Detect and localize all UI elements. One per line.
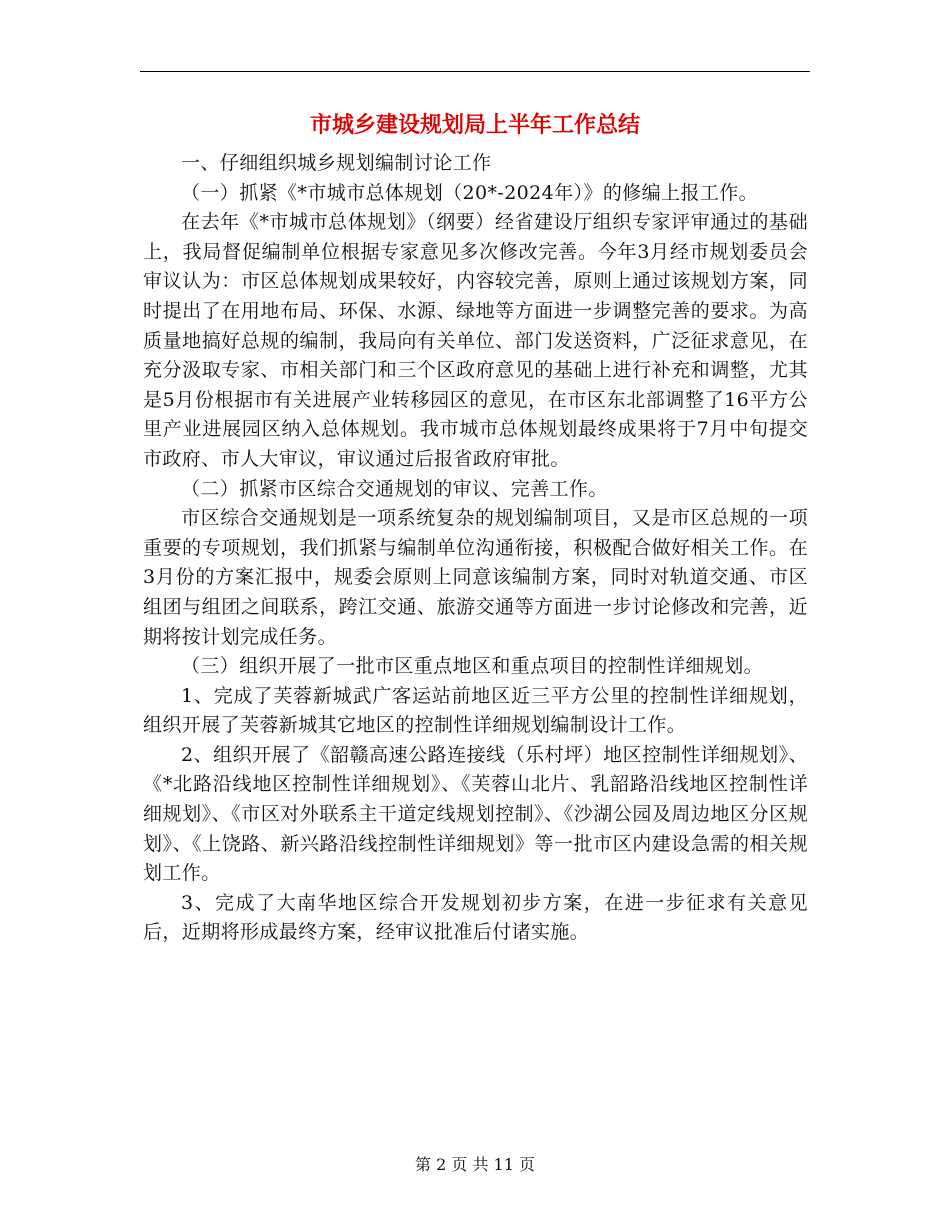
list-item-2: 2、组织开展了《韶赣高速公路连接线（乐村坪）地区控制性详细规划》、《*北路沿线地区控制性详细规划》、《芙蓉山北片、乳韶路沿线地区控制性详细规划》、《市区对外联系主干道定线规划控制》、《沙湖公园及周边地区分区规划》、《上饶路、新兴路沿线控制性详细规划》等一批市区内建设急需的相关规划工作。 (143, 743, 808, 885)
paragraph-traffic-plan: 市区综合交通规划是一项系统复杂的规划编制项目，又是市区总规的一项重要的专项规划，我们抓紧与编制单位沟通衔接，积极配合做好相关工作。在3月份的方案汇报中，规委会原则上同意该编制方案，同时对轨道交通、市区组团与组团之间联系，跨江交通、旅游交通等方面进一步讨论修改和完善，近期将按计划完成任务。 (143, 507, 808, 648)
header-rule (140, 71, 810, 72)
list-item-1: 1、完成了芙蓉新城武广客运站前地区近三平方公里的控制性详细规划，组织开展了芙蓉新城其它地区的控制性详细规划编制设计工作。 (143, 684, 808, 737)
subsection-heading-1: （一）抓紧《*市城市总体规划（20*-2024年）》的修编上报工作。 (181, 181, 759, 204)
subsection-heading-2: （二）抓紧市区综合交通规划的审议、完善工作。 (181, 477, 608, 500)
document-body (143, 149, 808, 948)
section-heading-1: 一、仔细组织城乡规划编制讨论工作 (181, 152, 492, 174)
subsection-heading-3: （三）组织开展了一批市区重点地区和重点项目的控制性详细规划。 (181, 655, 764, 678)
list-item-3: 3、完成了大南华地区综合开发规划初步方案，在进一步征求有关意见后，近期将形成最终方案，经审议批准后付诸实施。 (143, 891, 808, 944)
document-title: 市城乡建设规划局上半年工作总结 (309, 112, 640, 138)
paragraph-master-plan: 在去年《*市城市总体规划》（纲要）经省建设厅组织专家评审通过的基础上，我局督促编制单位根据专家意见多次修改完善。今年3月经市规划委员会审议认为：市区总体规划成果较好，内容较完善，原则上通过该规划方案，同时提出了在用地布局、环保、水源、绿地等方面进一步调整完善的要求。为高质量地搞好总规的编制，我局向有关单位、部门发送资料，广泛征求意见，在充分汲取专家、市相关部门和三个区政府意见的基础上进行补充和调整，尤其是5月份根据市有关进展产业转移园区的意见，在市区东北部调整了16平方公里产业进展园区纳入总体规划。我市城市总体规划最终成果将于7月中旬提交市政府、市人大审议，审议通过后报省政府审批。 (143, 211, 808, 470)
page-footer: 第 2 页 共 11 页 (415, 1155, 535, 1174)
